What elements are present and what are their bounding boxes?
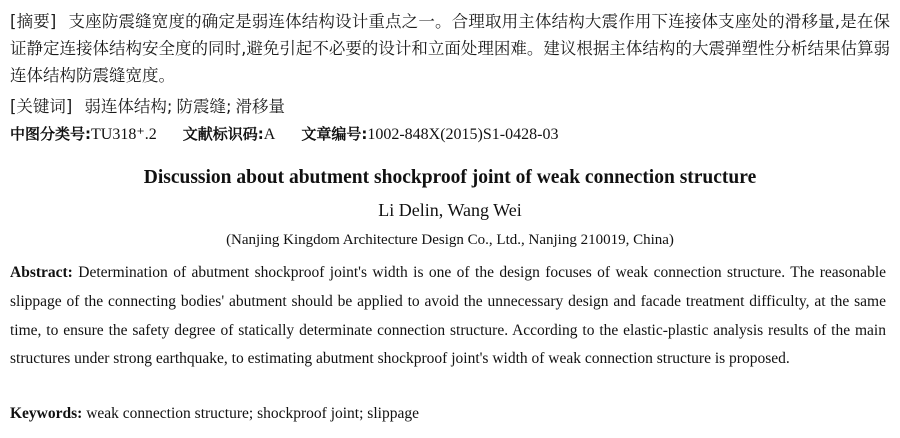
english-abstract-label: Abstract: xyxy=(10,264,73,281)
english-abstract-text: Determination of abutment shockproof joint's width is one of the design focuses of weak connection structure. The reasonable slippage of the connecting bodies' abutment should be applied to avoid the unnecessary design and facade treatment difficulty, at the same time, to ensure the safety degree of statically determinate connection structure. According to the elastic-plastic analysis results of the main structures under strong earthquake, to estimating abutment shockproof joint's width of weak connection structure is proposed. xyxy=(10,264,886,368)
chinese-keyword: 弱连体结构 xyxy=(84,97,167,116)
chinese-keyword: 滑移量 xyxy=(235,97,285,116)
article-number-value: 1002-848X(2015)S1-0428-03 xyxy=(367,126,559,143)
keyword-separator: ; xyxy=(248,405,254,422)
english-affiliation: (Nanjing Kingdom Architecture Design Co., Ltd., Nanjing 210019, China) xyxy=(226,232,674,248)
chinese-keywords-tag: [关键词] xyxy=(10,97,73,116)
chinese-abstract-tag: [摘要] xyxy=(10,12,57,31)
english-abstract xyxy=(10,259,886,374)
english-keyword: slippage xyxy=(367,405,419,422)
chinese-abstract xyxy=(10,8,890,89)
doc-code-value: A xyxy=(263,126,276,143)
chinese-abstract-text: 支座防震缝宽度的确定是弱连体结构设计重点之一。合理取用主体结构大震作用下连接体支座处的滑移量,是在保证静定连接体结构安全度的同时,避免引起不必要的设计和立面处理困难。建议根据主体结构的大震弹塑性分析结果估算弱连体结构防震缝宽度。 xyxy=(10,12,891,85)
classification-line xyxy=(10,121,890,148)
english-keyword: shockproof joint xyxy=(257,405,360,422)
chinese-keyword: 防震缝 xyxy=(176,97,226,116)
clc-label: 中图分类号: xyxy=(10,125,91,143)
keyword-separator: ; xyxy=(359,405,364,422)
english-keywords-label: Keywords: xyxy=(10,405,83,422)
keyword-separator: ; xyxy=(166,97,173,116)
english-keyword: weak connection structure xyxy=(86,405,249,422)
english-authors: Li Delin, Wang Wei xyxy=(378,200,522,220)
article-number-label: 文章编号: xyxy=(301,125,368,143)
english-title: Discussion about abutment shockproof joint of weak connection structure xyxy=(143,167,757,188)
clc-value: TU318⁺.2 xyxy=(91,126,157,143)
english-keywords xyxy=(10,401,886,427)
doc-code-label: 文献标识码: xyxy=(182,125,264,143)
chinese-keywords xyxy=(10,93,890,120)
keyword-separator: ; xyxy=(225,97,232,116)
